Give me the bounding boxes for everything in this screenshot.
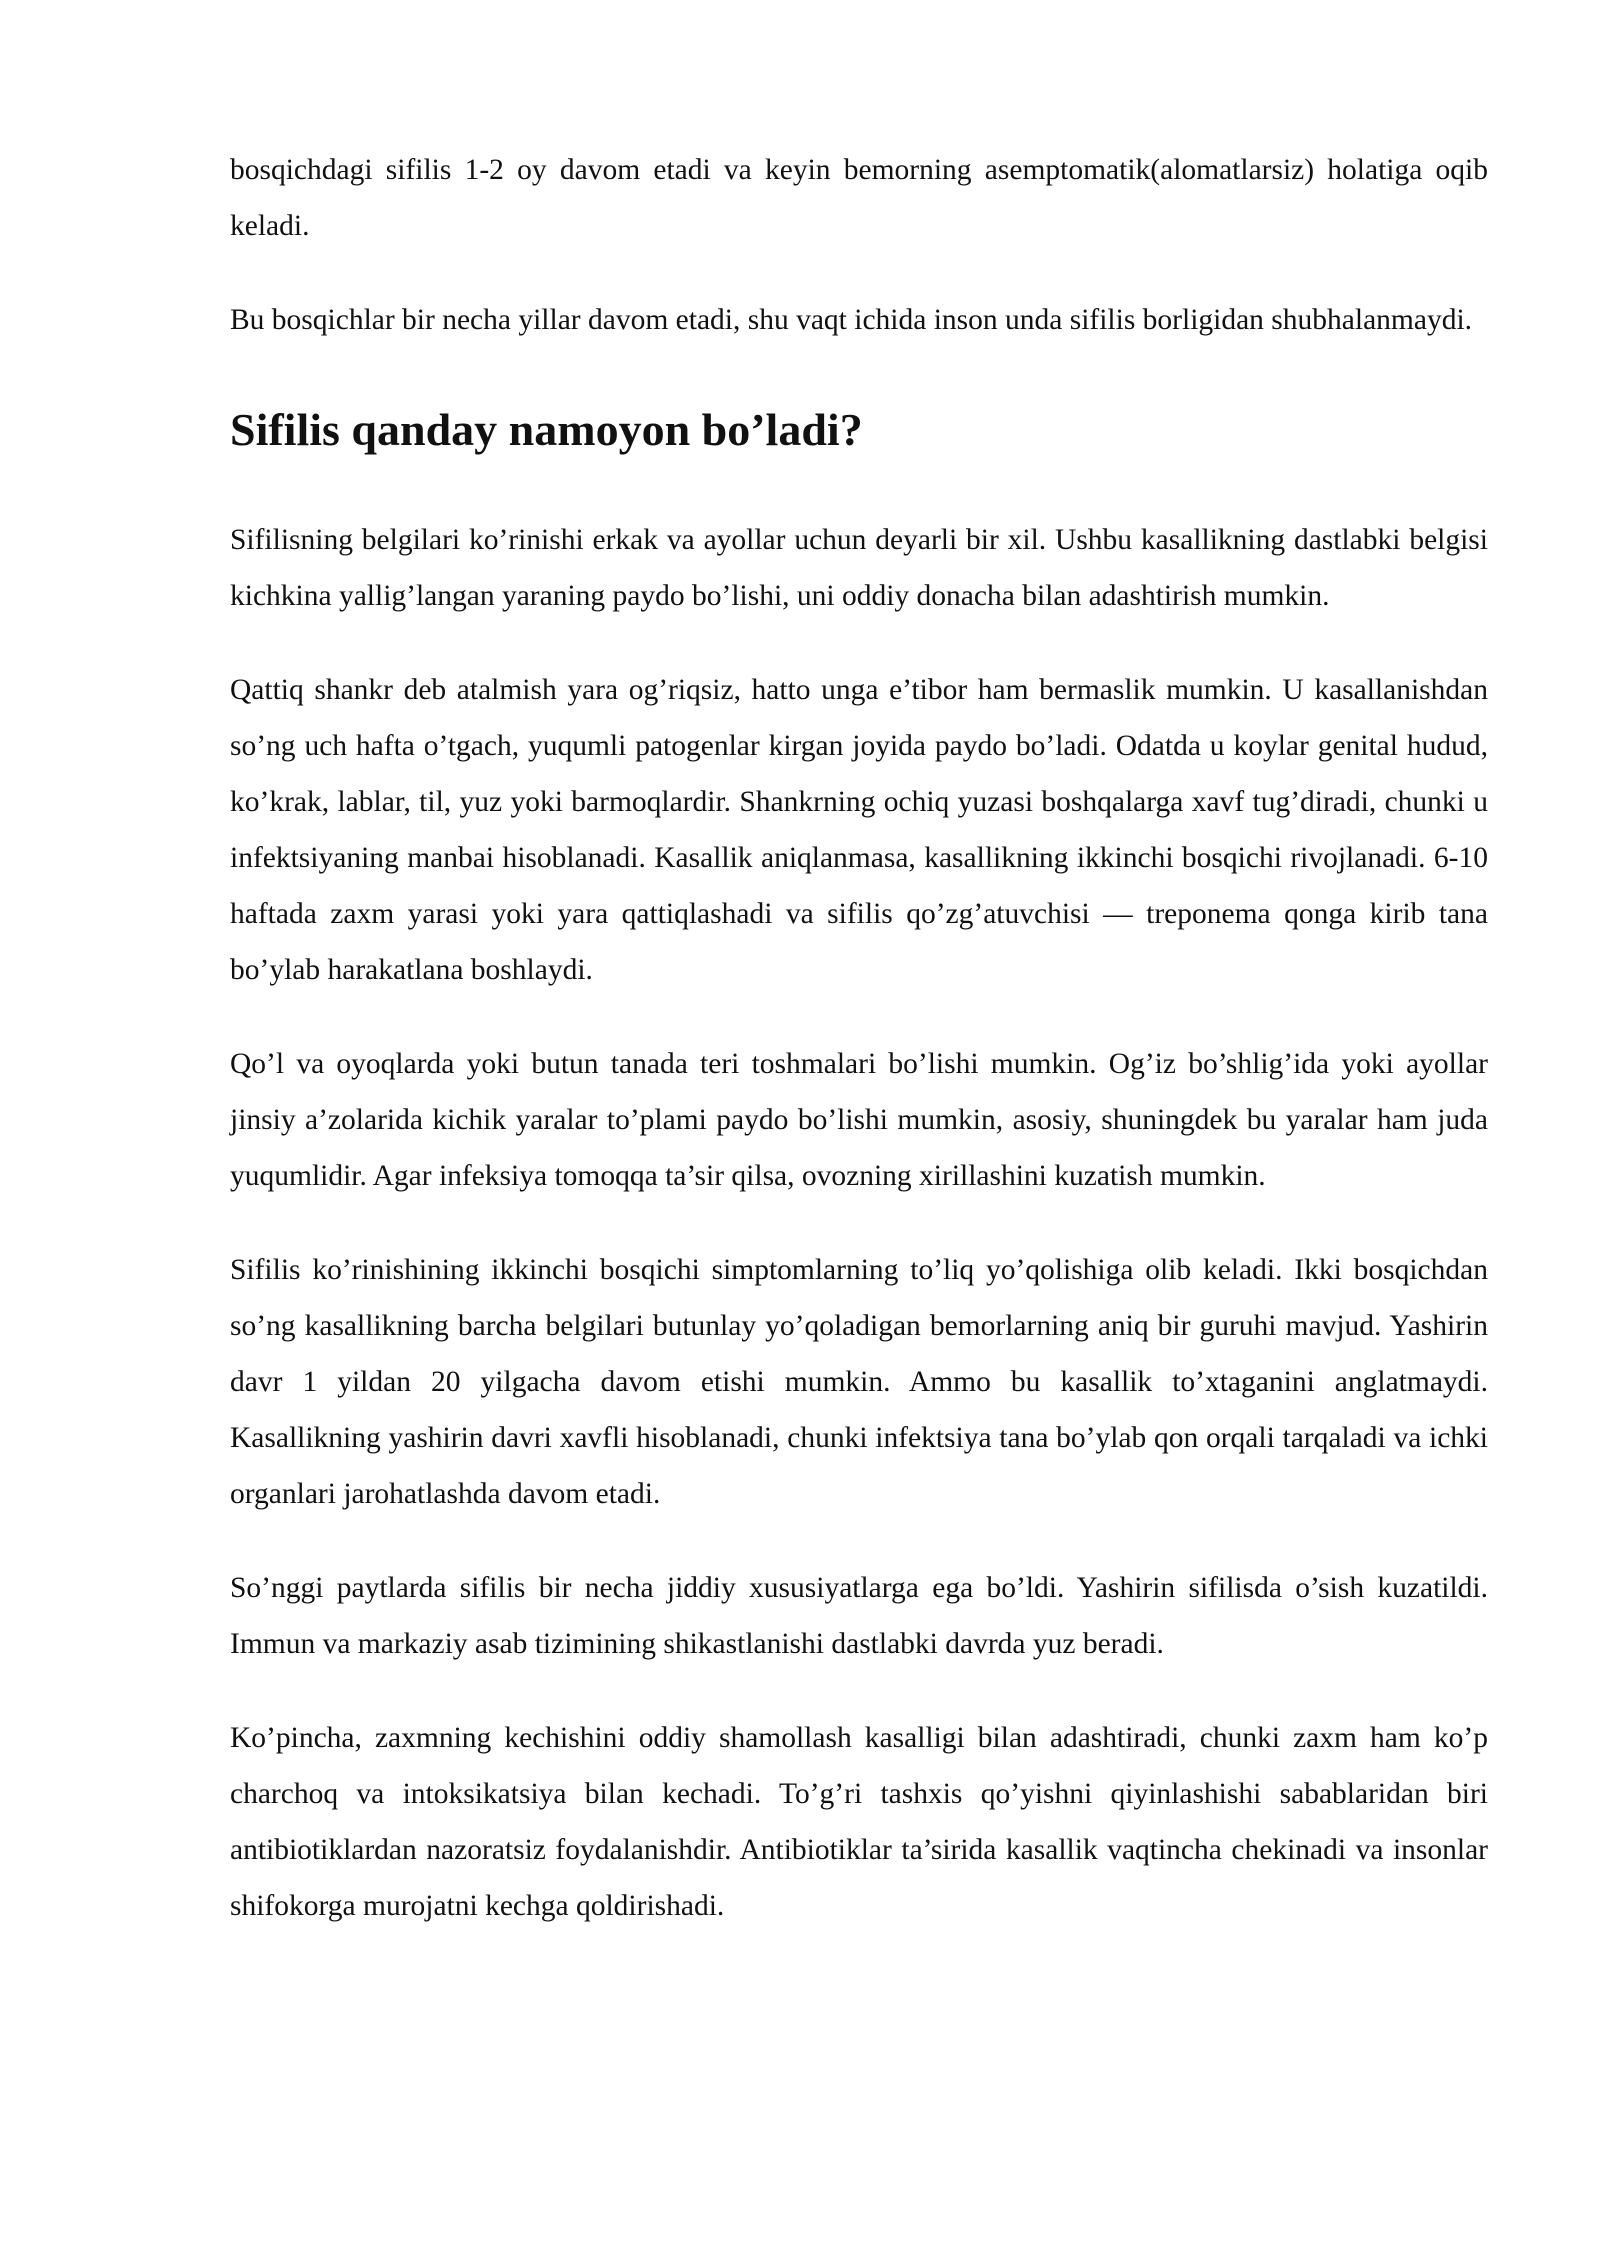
paragraph-latent: Sifilis ko’rinishining ikkinchi bosqichi simptomlarning to’liq yo’qolishiga olib keladi. Ikki bosqichdan so’ng kasallikning barcha belgilari butunlay yo’qoladigan bemorlarning aniq bir guruhi mavjud. Yashirin davr 1 yildan 20 yilgacha davom etishi mumkin. Ammo bu kasallik to’xtaganini anglatmaydi. Kasallikning yashirin davri xavfli hisoblanadi, chunki infektsiya tana bo’ylab qon orqali tarqaladi va ichki organlari jarohatlashda davom etadi. — [230, 1254, 1488, 1510]
paragraph-diagnosis: Ko’pincha, zaxmning kechishini oddiy shamollash kasalligi bilan adashtiradi, chunki zaxm ham ko’p charchoq va intoksikatsiya bilan kechadi. To’g’ri tashxis qo’yishni qiyinlashishi sabablaridan biri antibiotiklardan nazoratsiz foydalanishdir. Antibiotiklar ta’sirida kasallik vaqtincha chekinadi va insonlar shifokorga murojatni kechga qoldirishadi. — [230, 1722, 1488, 1922]
paragraph-stages: Bu bosqichlar bir necha yillar davom etadi, shu vaqt ichida inson unda sifilis borligidan shubhalanmaydi. — [230, 304, 1473, 336]
paragraph-recent: So’nggi paytlarda sifilis bir necha jiddiy xususiyatlarga ega bo’ldi. Yashirin sifilisda o’sish kuzatildi. Immun va markaziy asab tizimining shikastlanishi dastlabki davrda yuz beradi. — [230, 1572, 1488, 1660]
document-page — [230, 142, 1488, 1934]
paragraph-rash: Qo’l va oyoqlarda yoki butun tanada teri toshmalari bo’lishi mumkin. Og’iz bo’shlig’ida yoki ayollar jinsiy a’zolarida kichik yaralar to’plami paydo bo’lishi mumkin, asosiy, shuningdek bu yaralar ham juda yuqumlidir. Agar infeksiya tomoqqa ta’sir qilsa, ovozning xirillashini kuzatish mumkin. — [230, 1048, 1488, 1192]
paragraph-chancre: Qattiq shankr deb atalmish yara og’riqsiz, hatto unga e’tibor ham bermaslik mumkin. U kasallanishdan so’ng uch hafta o’tgach, yuqumli patogenlar kirgan joyida paydo bo’ladi. Odatda u koylar genital hudud, ko’krak, lablar, til, yuz yoki barmoqlardir. Shankrning ochiq yuzasi boshqalarga xavf tug’diradi, chunki u infektsiyaning manbai hisoblanadi. Kasallik aniqlanmasa, kasallikning ikkinchi bosqichi rivojlanadi. 6-10 haftada zaxm yarasi yoki yara qattiqlashadi va sifilis qo’zg’atuvchisi — treponema qonga kirib tana bo’ylab harakatlana boshlaydi. — [230, 674, 1488, 986]
section-heading: Sifilis qanday namoyon bo’ladi? — [230, 404, 863, 455]
paragraph-continuation: bosqichdagi sifilis 1-2 oy davom etadi va keyin bemorning asemptomatik(alomatlarsiz) holatiga oqib keladi. — [230, 154, 1488, 242]
paragraph-symptoms: Sifilisning belgilari ko’rinishi erkak va ayollar uchun deyarli bir xil. Ushbu kasallikning dastlabki belgisi kichkina yallig’langan yaraning paydo bo’lishi, uni oddiy donacha bilan adashtirish mumkin. — [230, 524, 1488, 612]
